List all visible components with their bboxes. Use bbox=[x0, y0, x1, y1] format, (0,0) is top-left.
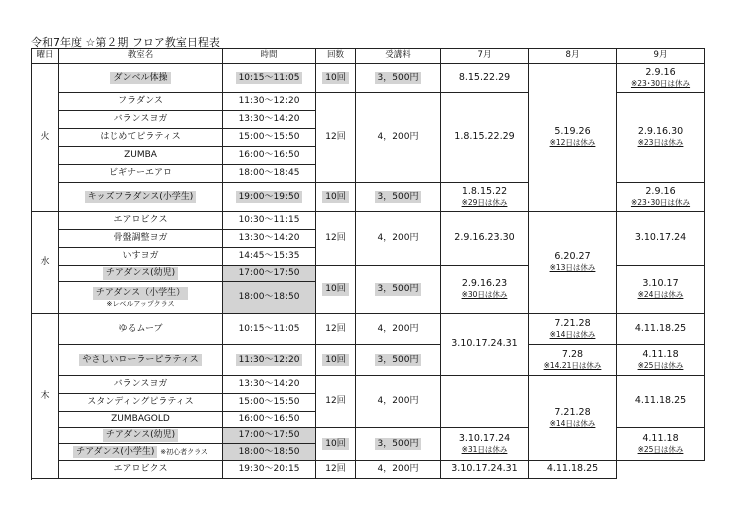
class-count: 10回 bbox=[316, 266, 356, 314]
class-count: 10回 bbox=[316, 183, 356, 212]
august-dates: 5.19.26 ※12日は休み bbox=[529, 64, 617, 212]
class-name: チアダンス(小学生) ※初心者クラス bbox=[59, 444, 223, 461]
september-dates: 4.11.18 ※25日は休み bbox=[617, 345, 705, 376]
august-dates: 7.28 ※14.21日は休み bbox=[529, 345, 617, 376]
class-time: 17:00～17:50 bbox=[223, 428, 316, 444]
class-count: 10回 bbox=[316, 428, 356, 461]
class-count: 10回 bbox=[316, 345, 356, 376]
schedule-table bbox=[31, 48, 705, 479]
class-name: ZUMBAGOLD bbox=[59, 412, 223, 428]
class-name: チアダンス(幼児) bbox=[59, 428, 223, 444]
class-name: やさしいローラーピラティス bbox=[59, 345, 223, 376]
class-fee: 4，200円 bbox=[356, 314, 441, 345]
class-name: キッズフラダンス(小学生) bbox=[59, 183, 223, 212]
september-dates: 4.11.18 ※25日は休み bbox=[617, 428, 705, 461]
class-time: 18:00～18:45 bbox=[223, 165, 316, 183]
class-name: スタンディングピラティス bbox=[59, 394, 223, 412]
day-cell-wednesday: 水 bbox=[32, 212, 59, 314]
class-time: 18:00～18:50 bbox=[223, 282, 316, 314]
july-dates: 1.8.15.22 ※29日は休み bbox=[441, 183, 529, 212]
class-time: 16:00～16:50 bbox=[223, 412, 316, 428]
table-row bbox=[32, 212, 705, 230]
september-dates: 2.9.16.30 ※23日は休み bbox=[617, 93, 705, 183]
class-time: 16:00～16:50 bbox=[223, 147, 316, 165]
class-fee: 4，200円 bbox=[356, 461, 441, 479]
header-day: 曜日 bbox=[32, 49, 59, 64]
july-dates: 1.8.15.22.29 bbox=[441, 93, 529, 183]
class-time: 15:00～15:50 bbox=[223, 394, 316, 412]
july-dates: 8.15.22.29 bbox=[441, 64, 529, 93]
header-time: 時間 bbox=[223, 49, 316, 64]
class-time: 15:00～15:50 bbox=[223, 129, 316, 147]
table-row bbox=[32, 461, 705, 479]
class-count: 10回 bbox=[316, 64, 356, 93]
class-name: エアロビクス bbox=[59, 461, 223, 479]
header-july: 7月 bbox=[441, 49, 529, 64]
september-dates: 3.10.17.24 bbox=[617, 212, 705, 266]
class-time: 14:45～15:35 bbox=[223, 248, 316, 266]
class-name: ゆるムーブ bbox=[59, 314, 223, 345]
class-time: 10:15～11:05 bbox=[223, 314, 316, 345]
august-dates: 6.20.27 ※13日は休み bbox=[529, 212, 617, 314]
day-cell-thursday: 木 bbox=[32, 314, 59, 479]
class-count: 12回 bbox=[316, 212, 356, 266]
class-name: チアダンス(幼児) bbox=[59, 266, 223, 282]
class-time: 13:30～14:20 bbox=[223, 111, 316, 129]
page-title: 令和7年度 ☆第２期 フロア教室日程表 bbox=[31, 36, 220, 49]
july-dates bbox=[441, 376, 529, 428]
class-time: 10:30～11:15 bbox=[223, 212, 316, 230]
class-name: いすヨガ bbox=[59, 248, 223, 266]
class-name: ビギナーエアロ bbox=[59, 165, 223, 183]
class-count: 12回 bbox=[316, 314, 356, 345]
table-row bbox=[32, 64, 705, 93]
class-name: チアダンス（小学生） ※レベルアップクラス bbox=[59, 282, 223, 314]
class-name: はじめてピラティス bbox=[59, 129, 223, 147]
class-fee: 3，500円 bbox=[356, 64, 441, 93]
september-dates: 2.9.16 ※23･30日は休み bbox=[617, 64, 705, 93]
august-dates: 7.21.28 ※14日は休み bbox=[529, 376, 617, 461]
august-dates: 7.21.28 ※14日は休み bbox=[529, 314, 617, 345]
class-fee: 3，500円 bbox=[356, 183, 441, 212]
table-row bbox=[32, 376, 705, 394]
class-fee: 4，200円 bbox=[356, 93, 441, 183]
class-time: 19:30～20:15 bbox=[223, 461, 316, 479]
class-fee: 3，500円 bbox=[356, 345, 441, 376]
september-dates: 2.9.16 ※23･30日は休み bbox=[617, 183, 705, 212]
class-time: 17:00～17:50 bbox=[223, 266, 316, 282]
class-fee: 4，200円 bbox=[356, 212, 441, 266]
september-dates: 4.11.18.25 bbox=[617, 376, 705, 428]
class-name: ZUMBA bbox=[59, 147, 223, 165]
table-row bbox=[32, 345, 705, 376]
table-row bbox=[32, 314, 705, 345]
july-dates: 3.10.17.24.31 bbox=[441, 461, 529, 479]
header-september: 9月 bbox=[617, 49, 705, 64]
class-fee: 3，500円 bbox=[356, 266, 441, 314]
class-time: 13:30～14:20 bbox=[223, 376, 316, 394]
header-count: 回数 bbox=[316, 49, 356, 64]
class-time: 11:30～12:20 bbox=[223, 345, 316, 376]
header-august: 8月 bbox=[529, 49, 617, 64]
class-name: エアロビクス bbox=[59, 212, 223, 230]
class-time: 19:00～19:50 bbox=[223, 183, 316, 212]
class-time: 10:15～11:05 bbox=[223, 64, 316, 93]
class-count: 12回 bbox=[316, 93, 356, 183]
header-row bbox=[32, 49, 705, 64]
class-name: 骨盤調整ヨガ bbox=[59, 230, 223, 248]
july-dates: 3.10.17.24 ※31日は休み bbox=[441, 428, 529, 461]
july-dates: 2.9.16.23 ※30日は休み bbox=[441, 266, 529, 314]
class-count: 12回 bbox=[316, 461, 356, 479]
class-time: 11:30～12:20 bbox=[223, 93, 316, 111]
class-name: ダンベル体操 bbox=[59, 64, 223, 93]
class-count: 12回 bbox=[316, 376, 356, 428]
class-name: バランスヨガ bbox=[59, 376, 223, 394]
header-class: 教室名 bbox=[59, 49, 223, 64]
class-time: 18:00～18:50 bbox=[223, 444, 316, 461]
class-name: バランスヨガ bbox=[59, 111, 223, 129]
september-dates: 3.10.17 ※24日は休み bbox=[617, 266, 705, 314]
class-fee: 4，200円 bbox=[356, 376, 441, 428]
july-dates: 2.9.16.23.30 bbox=[441, 212, 529, 266]
july-dates: 3.10.17.24.31 bbox=[441, 314, 529, 376]
class-name: フラダンス bbox=[59, 93, 223, 111]
class-time: 13:30～14:20 bbox=[223, 230, 316, 248]
september-dates: 4.11.18.25 bbox=[617, 314, 705, 345]
day-cell-tuesday: 火 bbox=[32, 64, 59, 212]
class-fee: 3，500円 bbox=[356, 428, 441, 461]
header-fee: 受講料 bbox=[356, 49, 441, 64]
september-dates: 4.11.18.25 bbox=[529, 461, 617, 479]
